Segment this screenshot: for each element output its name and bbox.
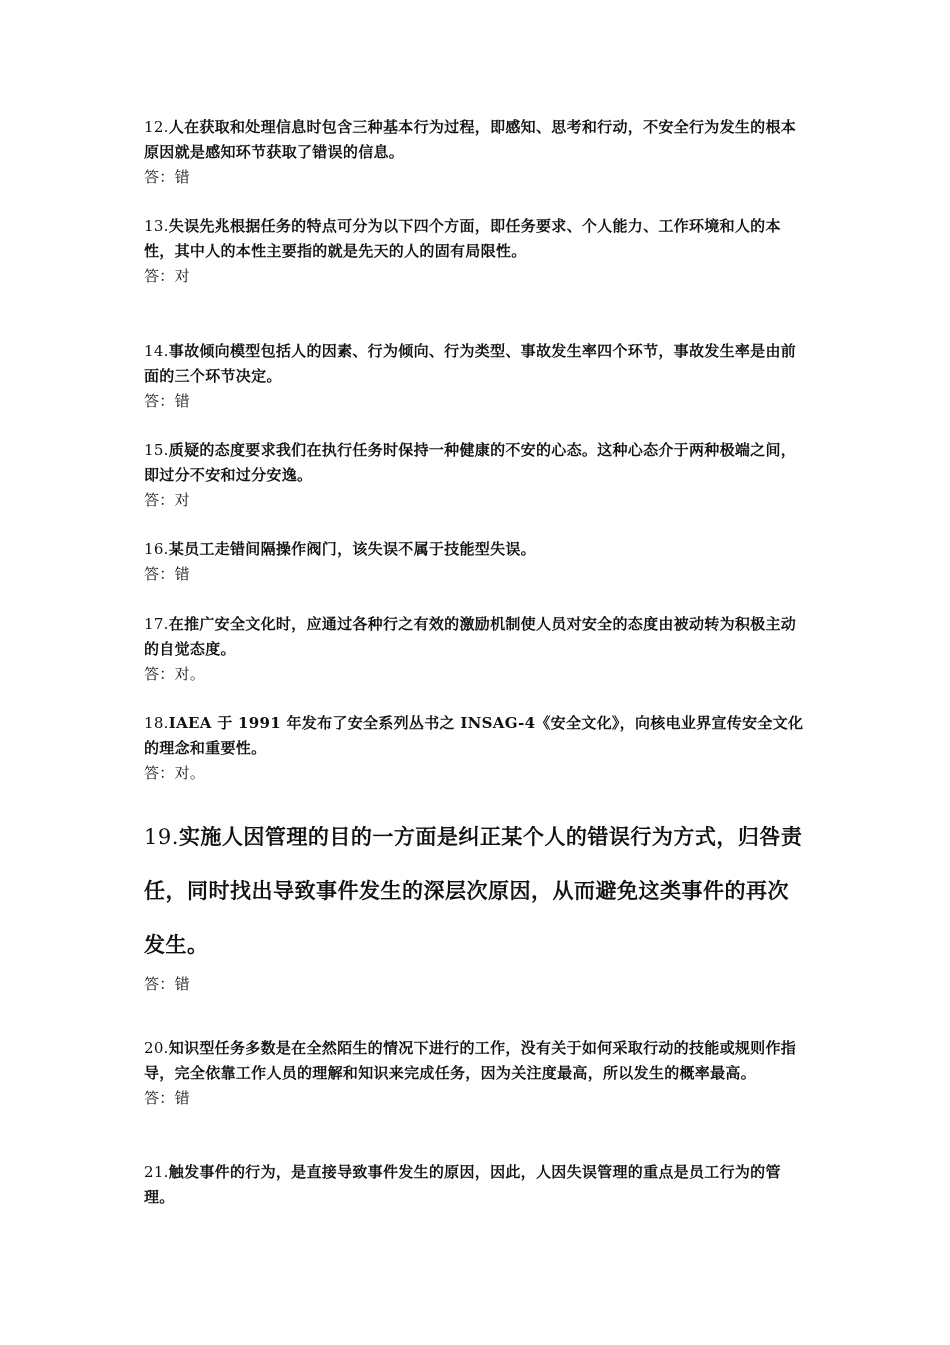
question-body: 质疑的态度要求我们在执行任务时保持一种健康的不安的心态。这种心态介于两种极端之间，即过分不安和过分安逸。	[144, 441, 797, 484]
question-number: 18.	[144, 714, 169, 732]
question-15	[144, 438, 810, 513]
question-text	[144, 214, 810, 264]
question-body: 实施人因管理的目的一方面是纠正某个人的错误行为方式，归咎责任，同时找出导致事件发生的深层次原因，从而避免这类事件的再次发生。	[144, 824, 803, 957]
question-body: 失误先兆根据任务的特点可分为以下四个方面，即任务要求、个人能力、工作环境和人的本性，其中人的本性主要指的就是先天的人的固有局限性。	[144, 217, 781, 260]
question-number: 19.	[144, 825, 179, 849]
answer-text: 答：错	[144, 168, 190, 186]
question-text	[144, 1036, 810, 1086]
question-text	[144, 438, 810, 488]
answer-text: 答：错	[144, 1089, 190, 1107]
question-text	[144, 1160, 810, 1210]
answer-text: 答：对	[144, 267, 190, 285]
question-text	[144, 115, 810, 165]
answer-text: 答：错	[144, 565, 190, 583]
answer-text: 答：对	[144, 491, 190, 509]
question-number: 13.	[144, 217, 169, 235]
question-number: 16.	[144, 540, 169, 558]
question-text	[144, 711, 810, 761]
question-18	[144, 711, 810, 786]
question-body: 在推广安全文化时，应通过各种行之有效的激励机制使人员对安全的态度由被动转为积极主动的自觉态度。	[144, 615, 797, 658]
question-number: 17.	[144, 615, 169, 633]
question-number: 14.	[144, 342, 169, 360]
question-body: 某员工走错间隔操作阀门，该失误不属于技能型失误。	[168, 540, 536, 558]
question-text	[144, 810, 810, 972]
question-body: 事故倾向模型包括人的因素、行为倾向、行为类型、事故发生率四个环节，事故发生率是由前面的三个环节决定。	[144, 342, 797, 385]
question-text	[144, 339, 810, 389]
question-20	[144, 1036, 810, 1111]
question-number: 20.	[144, 1039, 169, 1057]
question-21	[144, 1160, 810, 1210]
question-text	[144, 537, 810, 562]
question-19	[144, 810, 810, 997]
question-body: 知识型任务多数是在全然陌生的情况下进行的工作，没有关于如何采取行动的技能或规则作指导，完全依靠工作人员的理解和知识来完成任务，因为关注度最高，所以发生的概率最高。	[144, 1039, 797, 1082]
question-14	[144, 339, 810, 414]
question-text	[144, 612, 810, 662]
question-number: 12.	[144, 118, 169, 136]
question-body: 触发事件的行为，是直接导致事件发生的原因，因此，人因失误管理的重点是员工行为的管理。	[144, 1163, 781, 1206]
question-number: 21.	[144, 1163, 169, 1181]
answer-text: 答：对。	[144, 665, 206, 683]
question-body: 人在获取和处理信息时包含三种基本行为过程，即感知、思考和行动，不安全行为发生的根本原因就是感知环节获取了错误的信息。	[144, 118, 797, 161]
question-body: IAEA 于 1991 年发布了安全系列丛书之 INSAG-4《安全文化》，向核电业界宣传安全文化的理念和重要性。	[144, 714, 804, 757]
question-number: 15.	[144, 441, 169, 459]
answer-text: 答：错	[144, 975, 190, 993]
question-17	[144, 612, 810, 687]
question-12	[144, 115, 810, 190]
question-13	[144, 214, 810, 289]
answer-text: 答：对。	[144, 764, 206, 782]
answer-text: 答：错	[144, 392, 190, 410]
question-16	[144, 537, 810, 587]
